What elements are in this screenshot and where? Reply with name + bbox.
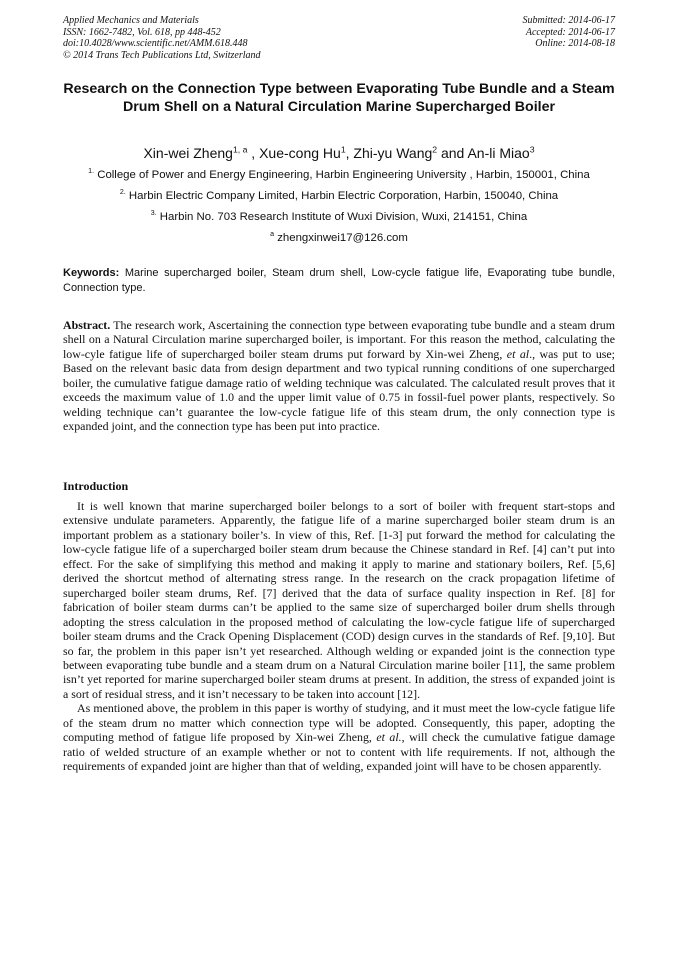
author-affiliation-mark: 1	[340, 144, 346, 155]
affiliation-text: Harbin No. 703 Research Institute of Wuxi Division, Wuxi, 214151, China	[156, 211, 528, 223]
affiliation-1	[40, 168, 638, 183]
paper-title: Research on the Connection Type between Evaporating Tube Bundle and a Steam Drum Shell on a Natural Circulation Marine Supercharged Boiler	[63, 81, 615, 115]
author-name: Zhi-yu Wang	[353, 145, 433, 161]
abstract	[63, 318, 615, 434]
keywords-label: Keywords:	[63, 267, 120, 279]
date-online: Online: 2014-08-18	[535, 38, 615, 49]
paragraph-text: As mentioned above, the problem in this paper is worthy of studying, and it must meet the low-cycle fatigue life of the steam drum no matter which connection type will be adopted. Consequently, this paper, adopting the computing method of fatigue life proposed by Xin-wei Zheng,	[63, 701, 615, 745]
abstract-text: ., was put to use; Based on the relevant basic data from design department and two typical running conditions of one supercharged boiler, the cumulative fatigue damage ratio of welding technique was calculated. The calculated result proves that it exceeds the maximum value of 1.0 and the upper limit value of 0.75 in fossil-fuel power plants, respectively. So welding technique can’t guarantee the low-cycle fatigue life of this steam drum, the only connection type is expanded joint, and the connection type has been put into practice.	[63, 346, 615, 434]
author-email	[40, 231, 638, 246]
keywords	[63, 266, 615, 295]
section-heading-introduction: Introduction	[63, 479, 129, 493]
date-submitted: Submitted: 2014-06-17	[522, 15, 615, 26]
date-accepted: Accepted: 2014-06-17	[525, 26, 615, 38]
author-name: Xin-wei Zheng	[143, 145, 233, 161]
affiliation-mark: 3.	[150, 210, 157, 218]
abstract-text: The research work, Ascertaining the connection type between evaporating tube bundle and a steam drum shell on a Natural Circulation marine supercharged boiler, is important. For this reason the method, calculating the low-cyle fatigue life of supercharged boiler steam drums put forward by Xin-wei Zheng,	[63, 318, 615, 361]
paragraph: It is well known that marine supercharged boiler belongs to a sort of boiler with frequent start-stops and extensive undulate parameters. Apparently, the fatigue life of a marine supercharged boiler steam drum is an important problem as a stationary boiler’s. In view of this, Ref. [1-3] put forward the method for calculating the low-cycle fatigue life of a supercharged boiler steam drum because the Chinese standard in Ref. [4] can’t put into effect. For the sake of simplifying this method and making it apply to marine and stationary boilers, Ref. [5,6] derived the shortcut method of alternating stress range. In the research on the crack propagation lifetime of supercharged boiler steam drums, Ref. [7] derived that the data of surface quality inspection in Ref. [8] for fabrication of boiler steam durms can’t be applied to the same size of supercharged boiler drum shells through adopting the stress calculation in the proposed method of calculating the low-cycle fatigue life of supercharged boiler steam drums and the Crack Opening Displacement (COD) design curves in the standards of Ref. [9,10]. But so far, the problem in this paper isn’t yet researched. Although welding or expanded joint is the connection type between evaporating tube bundle and a steam drum on a Natural Circulation marine boiler [11], the same problem isn’t yet reported for marine supercharged boiler steam drums at present. In addition, the stress of expanded joint is a sort of residual stress, and it isn’t necessary to be taken into account [12].	[63, 499, 615, 701]
author-affiliation-mark: 3	[529, 144, 535, 155]
affiliation-mark: 2.	[119, 189, 126, 197]
introduction-body	[63, 499, 615, 774]
author-affiliation-mark: 2	[432, 144, 438, 155]
email-mark: a	[270, 231, 275, 239]
affiliation-text: Harbin Electric Company Limited, Harbin Electric Corporation, Harbin, 150040, China	[125, 190, 559, 202]
journal-info	[63, 15, 261, 61]
author-affiliation-mark: 1, a	[232, 144, 248, 155]
affiliation-mark: 1.	[88, 168, 95, 176]
journal-name: Applied Mechanics and Materials	[63, 15, 199, 26]
author-list	[40, 144, 638, 162]
publication-dates	[523, 15, 616, 50]
journal-doi: doi:10.4028/www.scientific.net/AMM.618.448	[63, 38, 248, 49]
author-separator: ,	[247, 145, 260, 161]
author-separator: ,	[345, 145, 354, 161]
affiliation-text: College of Power and Energy Engineering, Harbin Engineering University , Harbin, 150001, China	[94, 169, 590, 181]
abstract-label: Abstract.	[63, 318, 111, 332]
author-name: Xue-cong Hu	[259, 145, 341, 161]
abstract-etal: et al	[506, 346, 530, 361]
keywords-text: Marine supercharged boiler, Steam drum shell, Low-cycle fatigue life, Evaporating tube bundle, Connection type.	[63, 267, 615, 294]
journal-issn: ISSN: 1662-7482, Vol. 618, pp 448-452	[63, 26, 221, 38]
journal-copyright: © 2014 Trans Tech Publications Ltd, Switzerland	[63, 49, 261, 61]
paragraph-text: , will check the cumulative fatigue damage ratio of welded structure of an example whether or not to content with life requirements. If not, although the requirements of expanded joint are higher than that of welding, expanded joint will have to be chosen apparently.	[63, 730, 615, 774]
paragraph-etal: et al.	[376, 730, 402, 745]
affiliation-2	[40, 189, 638, 204]
author-name: An-li Miao	[467, 145, 530, 161]
email-link[interactable]: zhengxinwei17@126.com	[274, 232, 408, 244]
affiliation-3	[40, 210, 638, 225]
paragraph	[63, 701, 615, 773]
author-separator: and	[437, 145, 468, 161]
